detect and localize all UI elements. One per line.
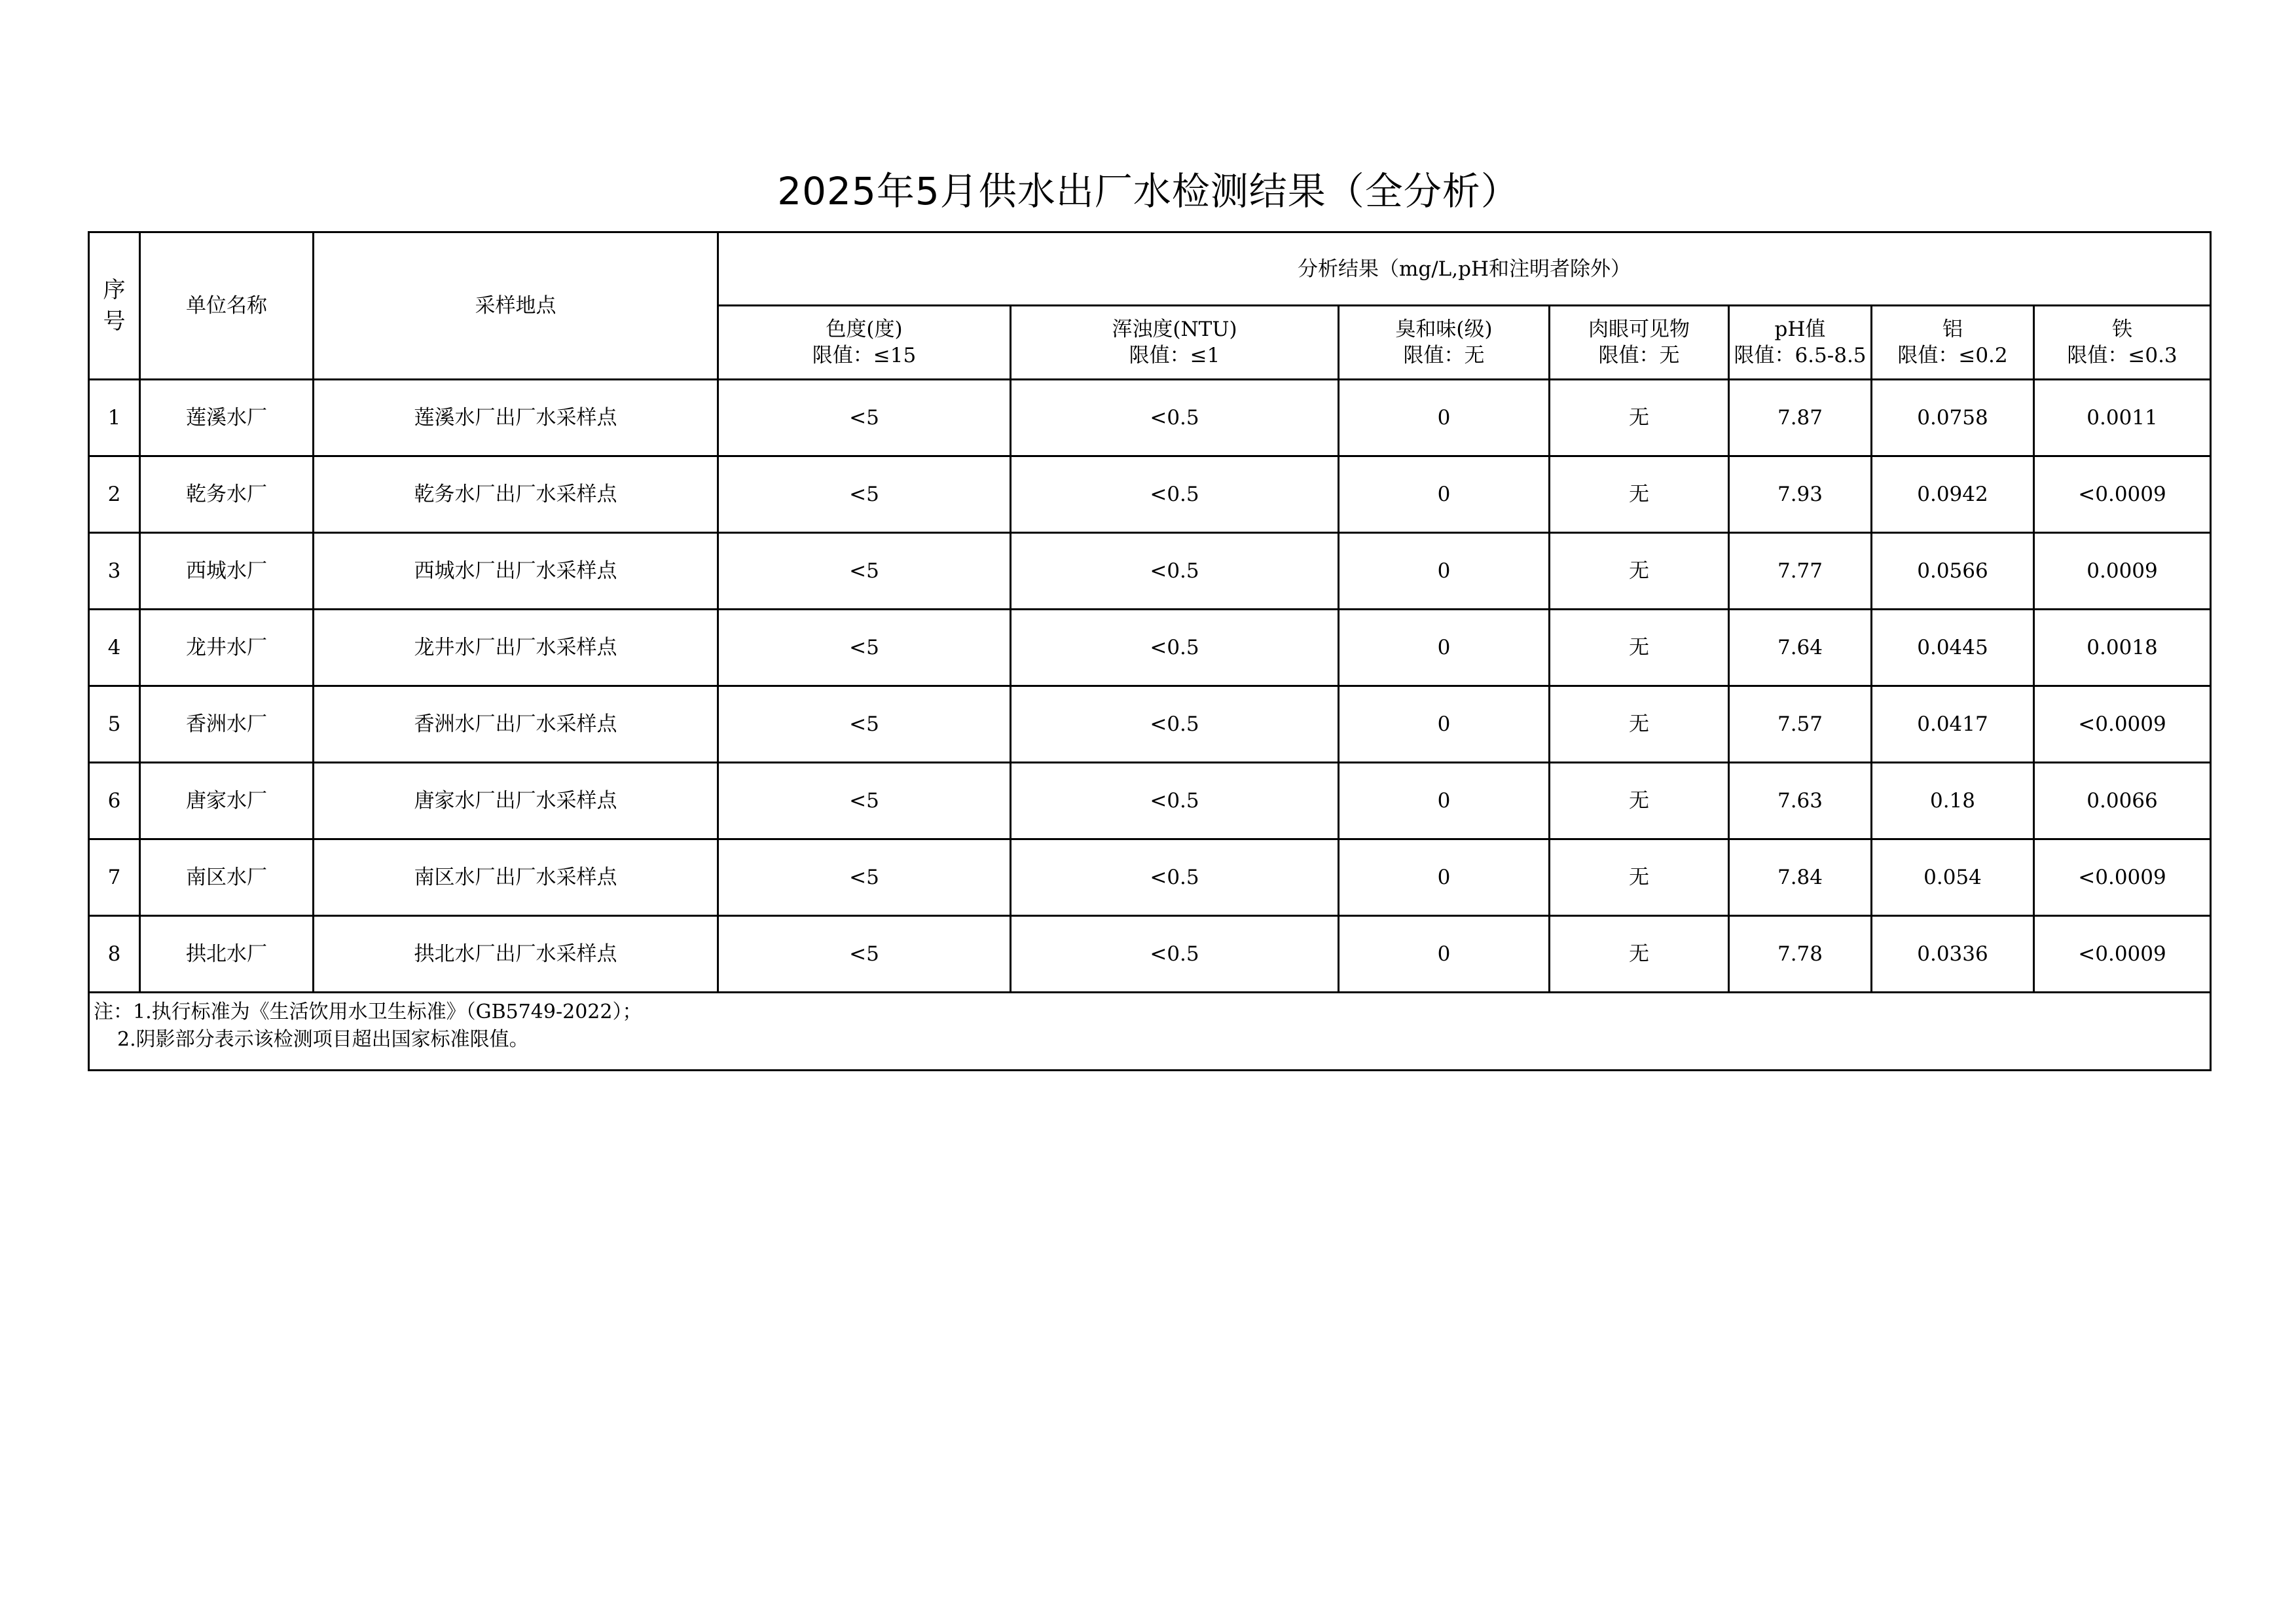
header-col-name: pH值: [1774, 318, 1826, 341]
cell-visible: 无: [1550, 686, 1729, 763]
header-analysis-group: 分析结果（mg/L,pH和注明者除外）: [718, 232, 2211, 306]
cell-visible: 无: [1550, 610, 1729, 686]
cell-seq: 5: [89, 686, 140, 763]
cell-ph: 7.84: [1729, 839, 1872, 916]
cell-ph: 7.64: [1729, 610, 1872, 686]
cell-unit: 龙井水厂: [140, 610, 314, 686]
cell-odor: 0: [1339, 380, 1550, 456]
header-col-ph: [1729, 306, 1872, 380]
header-col-color: [718, 306, 1011, 380]
cell-site: 拱北水厂出厂水采样点: [314, 916, 718, 993]
header-col-turbidity: [1011, 306, 1339, 380]
cell-iron: <0.0009: [2034, 686, 2211, 763]
cell-ph: 7.77: [1729, 533, 1872, 610]
cell-aluminum: 0.0566: [1872, 533, 2034, 610]
table-row: [89, 916, 2211, 993]
cell-ph: 7.93: [1729, 456, 1872, 533]
cell-turbidity: <0.5: [1011, 533, 1339, 610]
header-col-limit: 限值：6.5-8.5: [1734, 344, 1867, 367]
cell-unit: 西城水厂: [140, 533, 314, 610]
cell-iron: 0.0011: [2034, 380, 2211, 456]
header-seq-line-1: 序: [103, 277, 126, 303]
cell-ph: 7.63: [1729, 763, 1872, 839]
cell-seq: 4: [89, 610, 140, 686]
cell-unit: 唐家水厂: [140, 763, 314, 839]
header-col-limit: 限值：无: [1403, 344, 1485, 367]
cell-seq: 3: [89, 533, 140, 610]
cell-ph: 7.87: [1729, 380, 1872, 456]
cell-seq: 6: [89, 763, 140, 839]
cell-color: <5: [718, 763, 1011, 839]
cell-seq: 1: [89, 380, 140, 456]
cell-iron: 0.0066: [2034, 763, 2211, 839]
cell-unit: 南区水厂: [140, 839, 314, 916]
cell-aluminum: 0.0445: [1872, 610, 2034, 686]
cell-ph: 7.57: [1729, 686, 1872, 763]
table-body: [89, 232, 2211, 1071]
cell-site: 西城水厂出厂水采样点: [314, 533, 718, 610]
cell-unit: 香洲水厂: [140, 686, 314, 763]
cell-iron: <0.0009: [2034, 839, 2211, 916]
header-col-iron: [2034, 306, 2211, 380]
header-col-limit: 限值：无: [1598, 344, 1680, 367]
cell-visible: 无: [1550, 456, 1729, 533]
cell-seq: 7: [89, 839, 140, 916]
header-col-limit: 限值：≤0.3: [2067, 344, 2178, 367]
cell-site: 乾务水厂出厂水采样点: [314, 456, 718, 533]
table-row: [89, 763, 2211, 839]
header-site: 采样地点: [314, 232, 718, 380]
cell-visible: 无: [1550, 916, 1729, 993]
header-col-limit: 限值：≤15: [812, 344, 917, 367]
cell-turbidity: <0.5: [1011, 686, 1339, 763]
cell-ph: 7.78: [1729, 916, 1872, 993]
cell-color: <5: [718, 610, 1011, 686]
cell-visible: 无: [1550, 533, 1729, 610]
cell-color: <5: [718, 456, 1011, 533]
table-row: [89, 456, 2211, 533]
header-col-name: 色度(度): [826, 318, 903, 341]
header-col-limit: 限值：≤0.2: [1897, 344, 2008, 367]
cell-turbidity: <0.5: [1011, 380, 1339, 456]
note-shading: 2.阴影部分表示该检测项目超出国家标准限值。: [117, 1028, 529, 1051]
cell-odor: 0: [1339, 610, 1550, 686]
cell-iron: <0.0009: [2034, 916, 2211, 993]
cell-turbidity: <0.5: [1011, 610, 1339, 686]
cell-color: <5: [718, 916, 1011, 993]
header-col-odor: [1339, 306, 1550, 380]
cell-turbidity: <0.5: [1011, 763, 1339, 839]
cell-visible: 无: [1550, 839, 1729, 916]
table-row: [89, 380, 2211, 456]
header-col-name: 臭和味(级): [1395, 318, 1493, 341]
cell-aluminum: 0.18: [1872, 763, 2034, 839]
cell-unit: 拱北水厂: [140, 916, 314, 993]
cell-unit: 莲溪水厂: [140, 380, 314, 456]
header-col-name: 浑浊度(NTU): [1112, 318, 1237, 341]
cell-site: 龙井水厂出厂水采样点: [314, 610, 718, 686]
cell-turbidity: <0.5: [1011, 456, 1339, 533]
cell-odor: 0: [1339, 686, 1550, 763]
cell-color: <5: [718, 686, 1011, 763]
cell-iron: 0.0009: [2034, 533, 2211, 610]
cell-odor: 0: [1339, 916, 1550, 993]
header-col-limit: 限值：≤1: [1129, 344, 1220, 367]
header-col-aluminum: [1872, 306, 2034, 380]
cell-site: 莲溪水厂出厂水采样点: [314, 380, 718, 456]
notes-cell: [89, 993, 2211, 1071]
cell-aluminum: 0.0336: [1872, 916, 2034, 993]
header-col-name: 铝: [1942, 318, 1963, 341]
cell-seq: 2: [89, 456, 140, 533]
notes-row: [89, 993, 2211, 1071]
cell-aluminum: 0.0417: [1872, 686, 2034, 763]
header-row-main: [89, 232, 2211, 306]
cell-color: <5: [718, 839, 1011, 916]
header-col-name: 肉眼可见物: [1588, 318, 1690, 341]
header-seq: [89, 232, 140, 380]
cell-aluminum: 0.054: [1872, 839, 2034, 916]
cell-unit: 乾务水厂: [140, 456, 314, 533]
cell-odor: 0: [1339, 456, 1550, 533]
cell-iron: 0.0018: [2034, 610, 2211, 686]
table-row: [89, 686, 2211, 763]
note-standard: 注：1.执行标准为《生活饮用水卫生标准》（GB5749-2022）；: [94, 1001, 642, 1023]
cell-color: <5: [718, 380, 1011, 456]
cell-visible: 无: [1550, 380, 1729, 456]
table-row: [89, 533, 2211, 610]
header-col-visible: [1550, 306, 1729, 380]
page-title: 2025年5月供水出厂水检测结果（全分析）: [777, 169, 1520, 213]
header-col-name: 铁: [2112, 318, 2133, 341]
cell-site: 香洲水厂出厂水采样点: [314, 686, 718, 763]
table-row: [89, 610, 2211, 686]
cell-site: 南区水厂出厂水采样点: [314, 839, 718, 916]
cell-odor: 0: [1339, 839, 1550, 916]
table-row: [89, 839, 2211, 916]
cell-turbidity: <0.5: [1011, 839, 1339, 916]
cell-visible: 无: [1550, 763, 1729, 839]
cell-color: <5: [718, 533, 1011, 610]
cell-seq: 8: [89, 916, 140, 993]
results-table: [88, 231, 2212, 1071]
cell-turbidity: <0.5: [1011, 916, 1339, 993]
cell-site: 唐家水厂出厂水采样点: [314, 763, 718, 839]
header-seq-line-2: 号: [103, 308, 126, 335]
cell-aluminum: 0.0758: [1872, 380, 2034, 456]
cell-aluminum: 0.0942: [1872, 456, 2034, 533]
cell-odor: 0: [1339, 533, 1550, 610]
cell-odor: 0: [1339, 763, 1550, 839]
cell-iron: <0.0009: [2034, 456, 2211, 533]
header-unit: 单位名称: [140, 232, 314, 380]
